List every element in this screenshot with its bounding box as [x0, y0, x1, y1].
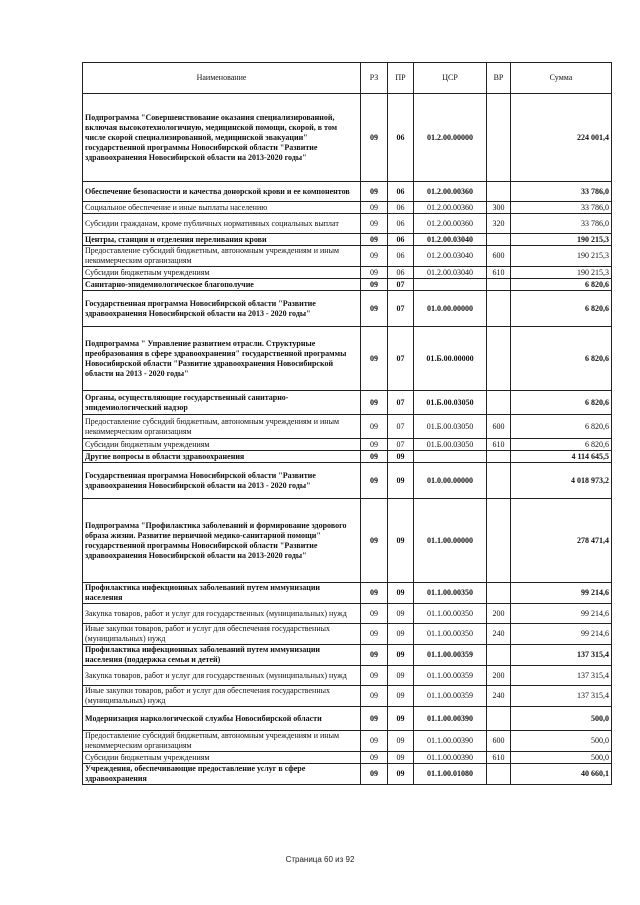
table-row [83, 267, 612, 279]
cell-vr [487, 764, 511, 785]
cell-vr [487, 645, 511, 666]
cell-sum: 6 820,6 [511, 291, 612, 327]
cell-pr: 06 [388, 182, 414, 202]
budget-table [82, 62, 612, 785]
cell-rz: 09 [361, 645, 388, 666]
cell-pr: 07 [388, 415, 414, 439]
table-row [83, 666, 612, 686]
cell-csr: 01.2.00.00000 [414, 94, 487, 182]
table-row [83, 94, 612, 182]
cell-rz: 09 [361, 415, 388, 439]
cell-pr: 09 [388, 499, 414, 583]
cell-vr: 200 [487, 604, 511, 624]
cell-pr: 09 [388, 604, 414, 624]
cell-rz: 09 [361, 234, 388, 246]
cell-name: Субсидии бюджетным учреждениям [83, 439, 361, 451]
table-row [83, 327, 612, 391]
cell-rz: 09 [361, 707, 388, 731]
table-row [83, 291, 612, 327]
cell-name: Подпрограмма "Совершенствование оказания специализированной, включая высокотехнологичную, медицинской помощи, скорой, в том числе скорой специализированной, медицинской эвакуации" государственной программы Новосибирской области "Развитие здравоохранения Новосибирской области на 2013-2020 годы" [83, 94, 361, 182]
cell-name: Субсидии бюджетным учреждениям [83, 267, 361, 279]
cell-name: Органы, осуществляющие государственный санитарно-эпидемиологический надзор [83, 391, 361, 415]
cell-sum: 500,0 [511, 752, 612, 764]
header-rz: РЗ [361, 63, 388, 94]
header-csr: ЦСР [414, 63, 487, 94]
cell-sum: 99 214,6 [511, 583, 612, 604]
cell-sum: 33 786,0 [511, 202, 612, 214]
cell-vr: 600 [487, 415, 511, 439]
cell-sum: 33 786,0 [511, 182, 612, 202]
cell-rz: 09 [361, 202, 388, 214]
cell-pr: 09 [388, 752, 414, 764]
cell-rz: 09 [361, 327, 388, 391]
cell-sum: 278 471,4 [511, 499, 612, 583]
cell-name: Подпрограмма " Управление развитием отрасли. Структурные преобразования в сфере здравоохранения" государственной программы Новосибирской области "Развитие здравоохранения Новосибирской области на 2013 - 2020 годы" [83, 327, 361, 391]
cell-name: Предоставление субсидий бюджетным, автономным учреждениям и иным некоммерческим организациям [83, 246, 361, 267]
cell-rz: 09 [361, 463, 388, 499]
cell-sum: 500,0 [511, 707, 612, 731]
cell-vr [487, 583, 511, 604]
cell-name: Закупка товаров, работ и услуг для государственных (муниципальных) нужд [83, 604, 361, 624]
cell-vr [487, 391, 511, 415]
table-row [83, 707, 612, 731]
cell-pr: 07 [388, 327, 414, 391]
cell-pr: 07 [388, 439, 414, 451]
cell-sum: 137 315,4 [511, 686, 612, 707]
cell-csr: 01.1.00.00390 [414, 707, 487, 731]
table-row [83, 499, 612, 583]
table-row [83, 214, 612, 234]
cell-csr: 01.1.00.00390 [414, 731, 487, 752]
cell-vr [487, 451, 511, 463]
cell-rz: 09 [361, 246, 388, 267]
cell-rz: 09 [361, 731, 388, 752]
cell-csr: 01.2.00.00360 [414, 182, 487, 202]
cell-name: Государственная программа Новосибирской области "Развитие здравоохранения Новосибирской области на 2013 - 2020 годы" [83, 291, 361, 327]
cell-vr [487, 234, 511, 246]
cell-vr: 200 [487, 666, 511, 686]
cell-pr: 06 [388, 214, 414, 234]
cell-rz: 09 [361, 267, 388, 279]
cell-sum: 6 820,6 [511, 391, 612, 415]
table-row [83, 583, 612, 604]
table-row [83, 752, 612, 764]
cell-vr: 600 [487, 246, 511, 267]
cell-rz: 09 [361, 764, 388, 785]
cell-pr: 06 [388, 246, 414, 267]
cell-pr: 09 [388, 707, 414, 731]
table-row [83, 234, 612, 246]
cell-rz: 09 [361, 686, 388, 707]
cell-vr [487, 291, 511, 327]
cell-sum: 40 660,1 [511, 764, 612, 785]
cell-csr: 01.1.00.00359 [414, 645, 487, 666]
cell-name: Государственная программа Новосибирской области "Развитие здравоохранения Новосибирской области на 2013 - 2020 годы" [83, 463, 361, 499]
cell-sum: 190 215,3 [511, 267, 612, 279]
cell-csr: 01.Б.00.03050 [414, 415, 487, 439]
cell-sum: 4 018 973,2 [511, 463, 612, 499]
cell-name: Субсидии бюджетным учреждениям [83, 752, 361, 764]
page-number: Страница 60 из 92 [285, 855, 355, 864]
cell-csr [414, 279, 487, 291]
cell-name: Модернизация наркологической службы Новосибирской области [83, 707, 361, 731]
header-vr: ВР [487, 63, 511, 94]
cell-vr [487, 94, 511, 182]
cell-vr [487, 499, 511, 583]
cell-pr: 07 [388, 391, 414, 415]
header-sum: Сумма [511, 63, 612, 94]
cell-csr: 01.0.00.00000 [414, 463, 487, 499]
cell-rz: 09 [361, 291, 388, 327]
cell-name: Профилактика инфекционных заболеваний путем иммунизации населения (поддержка семьи и детей) [83, 645, 361, 666]
cell-csr [414, 451, 487, 463]
table-header-row [83, 63, 612, 94]
table-row [83, 246, 612, 267]
cell-csr: 01.Б.00.03050 [414, 391, 487, 415]
cell-pr: 06 [388, 234, 414, 246]
cell-sum: 6 820,6 [511, 439, 612, 451]
cell-sum: 190 215,3 [511, 234, 612, 246]
cell-vr [487, 182, 511, 202]
cell-sum: 99 214,6 [511, 624, 612, 645]
cell-name: Подпрограмма "Профилактика заболеваний и формирование здорового образа жизни. Развитие первичной медико-санитарной помощи" государственной программы Новосибирской области "Развитие здравоохранения Новосибирской области на 2013-2020 годы" [83, 499, 361, 583]
cell-rz: 09 [361, 279, 388, 291]
cell-vr: 600 [487, 731, 511, 752]
cell-pr: 09 [388, 583, 414, 604]
cell-csr: 01.1.00.00350 [414, 583, 487, 604]
table-row [83, 439, 612, 451]
cell-sum: 4 114 645,5 [511, 451, 612, 463]
cell-rz: 09 [361, 499, 388, 583]
cell-csr: 01.2.00.00360 [414, 214, 487, 234]
cell-sum: 33 786,0 [511, 214, 612, 234]
cell-vr [487, 463, 511, 499]
cell-vr [487, 327, 511, 391]
cell-name: Иные закупки товаров, работ и услуг для обеспечения государственных (муниципальных) нужд [83, 686, 361, 707]
cell-rz: 09 [361, 752, 388, 764]
cell-csr: 01.1.00.00359 [414, 686, 487, 707]
cell-name: Субсидии гражданам, кроме публичных нормативных социальных выплат [83, 214, 361, 234]
cell-sum: 99 214,6 [511, 604, 612, 624]
cell-name: Закупка товаров, работ и услуг для государственных (муниципальных) нужд [83, 666, 361, 686]
table-row [83, 202, 612, 214]
cell-rz: 09 [361, 451, 388, 463]
cell-name: Санитарно-эпидемиологическое благополучие [83, 279, 361, 291]
table-body [83, 94, 612, 785]
cell-csr: 01.2.00.03040 [414, 246, 487, 267]
cell-vr: 300 [487, 202, 511, 214]
cell-sum: 6 820,6 [511, 415, 612, 439]
table-row [83, 686, 612, 707]
header-name: Наименование [83, 63, 361, 94]
cell-pr: 06 [388, 267, 414, 279]
cell-pr: 09 [388, 764, 414, 785]
cell-pr: 09 [388, 686, 414, 707]
cell-vr [487, 707, 511, 731]
cell-csr: 01.1.00.00350 [414, 624, 487, 645]
cell-vr: 320 [487, 214, 511, 234]
table-row [83, 182, 612, 202]
cell-sum: 224 001,4 [511, 94, 612, 182]
cell-rz: 09 [361, 182, 388, 202]
table-row [83, 463, 612, 499]
cell-name: Социальное обеспечение и иные выплаты населению [83, 202, 361, 214]
table-row [83, 624, 612, 645]
cell-sum: 137 315,4 [511, 645, 612, 666]
cell-vr: 240 [487, 686, 511, 707]
cell-name: Обеспечение безопасности и качества донорской крови и ее компонентов [83, 182, 361, 202]
cell-csr: 01.1.00.00390 [414, 752, 487, 764]
cell-sum: 500,0 [511, 731, 612, 752]
cell-name: Центры, станции и отделения переливания крови [83, 234, 361, 246]
table-row [83, 415, 612, 439]
cell-pr: 07 [388, 291, 414, 327]
table-row [83, 731, 612, 752]
cell-csr: 01.2.00.00360 [414, 202, 487, 214]
header-pr: ПР [388, 63, 414, 94]
cell-csr: 01.1.00.00000 [414, 499, 487, 583]
cell-pr: 06 [388, 94, 414, 182]
cell-vr [487, 279, 511, 291]
cell-rz: 09 [361, 214, 388, 234]
table-row [83, 645, 612, 666]
table-row [83, 279, 612, 291]
cell-csr: 01.1.00.00359 [414, 666, 487, 686]
cell-rz: 09 [361, 439, 388, 451]
cell-vr: 240 [487, 624, 511, 645]
cell-csr: 01.1.00.01080 [414, 764, 487, 785]
cell-pr: 09 [388, 451, 414, 463]
cell-csr: 01.Б.00.03050 [414, 439, 487, 451]
cell-rz: 09 [361, 666, 388, 686]
table-row [83, 764, 612, 785]
cell-csr: 01.2.00.03040 [414, 267, 487, 279]
cell-rz: 09 [361, 624, 388, 645]
cell-name: Иные закупки товаров, работ и услуг для обеспечения государственных (муниципальных) нужд [83, 624, 361, 645]
table-row [83, 604, 612, 624]
cell-sum: 6 820,6 [511, 279, 612, 291]
cell-sum: 6 820,6 [511, 327, 612, 391]
cell-vr: 610 [487, 752, 511, 764]
cell-pr: 09 [388, 645, 414, 666]
table-row [83, 391, 612, 415]
cell-vr: 610 [487, 267, 511, 279]
cell-name: Учреждения, обеспечивающие предоставление услуг в сфере здравоохранения [83, 764, 361, 785]
cell-name: Предоставление субсидий бюджетным, автономным учреждениям и иным некоммерческим организациям [83, 731, 361, 752]
cell-sum: 137 315,4 [511, 666, 612, 686]
cell-rz: 09 [361, 583, 388, 604]
cell-vr: 610 [487, 439, 511, 451]
cell-pr: 06 [388, 202, 414, 214]
cell-rz: 09 [361, 94, 388, 182]
cell-rz: 09 [361, 604, 388, 624]
cell-rz: 09 [361, 391, 388, 415]
cell-name: Другие вопросы в области здравоохранения [83, 451, 361, 463]
cell-pr: 09 [388, 624, 414, 645]
cell-pr: 09 [388, 463, 414, 499]
cell-sum: 190 215,3 [511, 246, 612, 267]
cell-name: Профилактика инфекционных заболеваний путем иммунизации населения [83, 583, 361, 604]
cell-csr: 01.0.00.00000 [414, 291, 487, 327]
cell-pr: 07 [388, 279, 414, 291]
cell-name: Предоставление субсидий бюджетным, автономным учреждениям и иным некоммерческим организациям [83, 415, 361, 439]
cell-pr: 09 [388, 731, 414, 752]
cell-pr: 09 [388, 666, 414, 686]
cell-csr: 01.2.00.03040 [414, 234, 487, 246]
cell-csr: 01.1.00.00350 [414, 604, 487, 624]
cell-csr: 01.Б.00.00000 [414, 327, 487, 391]
table-row [83, 451, 612, 463]
